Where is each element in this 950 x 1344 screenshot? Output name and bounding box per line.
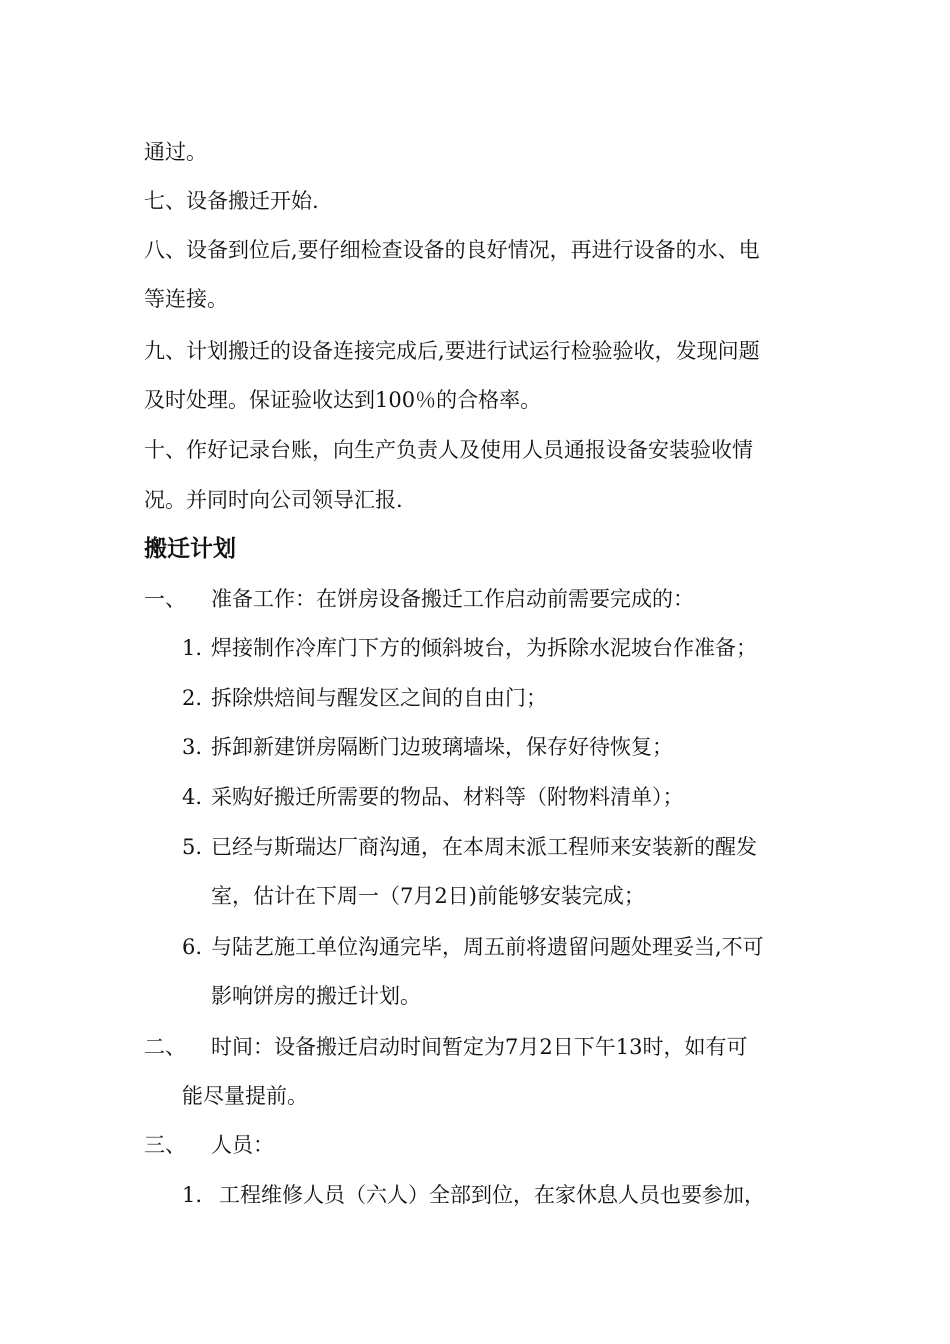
sublist-number: 4. xyxy=(182,785,203,809)
sublist-number: 5. xyxy=(182,835,203,859)
sublist-number: 6. xyxy=(182,935,203,959)
paragraph-line: 通过。 xyxy=(144,140,207,164)
paragraph-line: 况。并同时向公司领导汇报. xyxy=(144,488,403,512)
sublist-item: 工程维修人员（六人）全部到位，在家休息人员也要参加， xyxy=(219,1183,765,1207)
sublist-item: 采购好搬迁所需要的物品、材料等（附物料清单）； xyxy=(211,785,684,809)
paragraph-item-8: 八、设备到位后,要仔细检查设备的良好情况，再进行设备的水、电 xyxy=(144,238,760,262)
list-item-text: 人员： xyxy=(211,1133,274,1157)
sublist-number: 2. xyxy=(182,686,203,710)
sublist-item: 焊接制作冷库门下方的倾斜坡台，为拆除水泥坡台作准备； xyxy=(211,636,757,660)
sublist-item: 拆卸新建饼房隔断门边玻璃墙垛，保存好待恢复； xyxy=(211,735,673,759)
list-marker: 三、 xyxy=(144,1133,186,1157)
list-marker: 一、 xyxy=(144,587,186,611)
sublist-item-continuation: 室，估计在下周一（7月2日)前能够安装完成； xyxy=(211,884,645,908)
sublist-number: 3. xyxy=(182,735,203,759)
section-heading: 搬迁计划 xyxy=(144,536,236,562)
list-item-text: 时间：设备搬迁启动时间暂定为7月2日下午13时，如有可 xyxy=(211,1035,748,1059)
list-item-continuation: 能尽量提前。 xyxy=(182,1084,308,1108)
paragraph-item-9: 九、计划搬迁的设备连接完成后,要进行试运行检验验收，发现问题 xyxy=(144,339,760,363)
list-item-text: 准备工作：在饼房设备搬迁工作启动前需要完成的： xyxy=(211,587,694,611)
sublist-number: 1. xyxy=(182,1183,203,1207)
sublist-item: 已经与斯瑞达厂商沟通，在本周末派工程师来安装新的醒发 xyxy=(211,835,757,859)
paragraph-line: 等连接。 xyxy=(144,287,228,311)
sublist-item: 与陆艺施工单位沟通完毕，周五前将遗留问题处理妥当,不可 xyxy=(211,935,764,959)
sublist-item: 拆除烘焙间与醒发区之间的自由门； xyxy=(211,686,547,710)
paragraph-item-10: 十、作好记录台账，向生产负责人及使用人员通报设备安装验收情 xyxy=(144,438,753,462)
list-marker: 二、 xyxy=(144,1035,186,1059)
sublist-item-continuation: 影响饼房的搬迁计划。 xyxy=(211,984,421,1008)
paragraph-line: 及时处理。保证验收达到100％的合格率。 xyxy=(144,388,542,412)
sublist-number: 1. xyxy=(182,636,203,660)
paragraph-item-7: 七、设备搬迁开始. xyxy=(144,189,319,213)
